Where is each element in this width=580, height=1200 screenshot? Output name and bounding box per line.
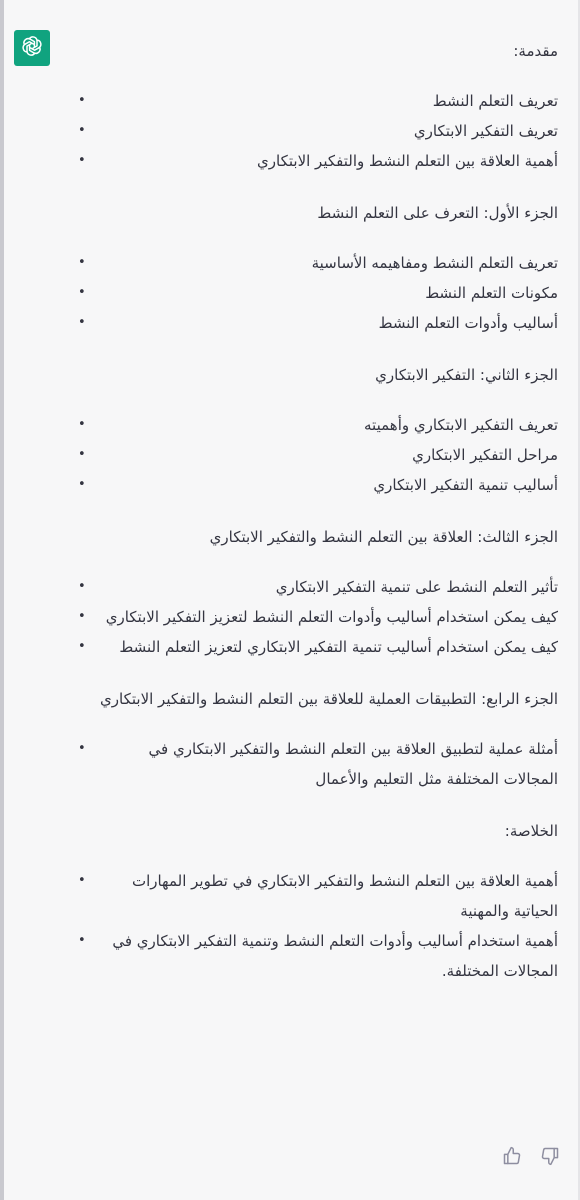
list-item: أهمية استخدام أساليب وأدوات التعلم النشط وتنمية التفكير الابتكاري في المجالات المختلفة. •	[104, 926, 558, 986]
list-item: أهمية العلاقة بين التعلم النشط والتفكير الابتكاري •	[104, 146, 558, 176]
list-item: تعريف التفكير الابتكاري •	[104, 116, 558, 146]
list-item: كيف يمكن استخدام أساليب وأدوات التعلم النشط لتعزيز التفكير الابتكاري •	[104, 602, 558, 632]
assistant-avatar	[14, 30, 50, 66]
left-border	[0, 0, 4, 1200]
section-heading-intro: مقدمة:	[513, 42, 558, 60]
list-item: تعريف التفكير الابتكاري وأهميته •	[104, 410, 558, 440]
list-item: كيف يمكن استخدام أساليب تنمية التفكير الابتكاري لتعزيز التعلم النشط •	[104, 632, 558, 662]
openai-logo-icon	[20, 34, 44, 62]
list-part3	[70, 572, 558, 662]
assistant-message	[70, 36, 558, 1008]
list-item: تعريف التعلم النشط •	[104, 86, 558, 116]
list-item: أمثلة عملية لتطبيق العلاقة بين التعلم النشط والتفكير الابتكاري في المجالات المختلفة مثل التعليم والأعمال •	[104, 734, 558, 794]
list-item: مكونات التعلم النشط •	[104, 278, 558, 308]
feedback-bar	[502, 1146, 560, 1166]
list-item: أساليب تنمية التفكير الابتكاري •	[104, 470, 558, 500]
section-heading-part4: الجزء الرابع: التطبيقات العملية للعلاقة بين التعلم النشط والتفكير الابتكاري	[100, 690, 558, 708]
thumbs-up-icon[interactable]	[502, 1146, 522, 1166]
list-conclusion	[70, 866, 558, 986]
thumbs-down-icon[interactable]	[540, 1146, 560, 1166]
section-heading-part2: الجزء الثاني: التفكير الابتكاري	[375, 366, 558, 384]
section-heading-part1: الجزء الأول: التعرف على التعلم النشط	[317, 204, 558, 222]
section-heading-conclusion: الخلاصة:	[504, 822, 558, 840]
list-part2	[70, 410, 558, 500]
list-item: أهمية العلاقة بين التعلم النشط والتفكير الابتكاري في تطوير المهارات الحياتية والمهنية •	[104, 866, 558, 926]
section-heading-part3: الجزء الثالث: العلاقة بين التعلم النشط والتفكير الابتكاري	[209, 528, 558, 546]
list-item: تعريف التعلم النشط ومفاهيمه الأساسية •	[104, 248, 558, 278]
list-item: تأثير التعلم النشط على تنمية التفكير الابتكاري •	[104, 572, 558, 602]
list-part4	[70, 734, 558, 794]
list-item: أساليب وأدوات التعلم النشط •	[104, 308, 558, 338]
list-part1	[70, 248, 558, 338]
list-intro	[70, 86, 558, 176]
list-item: مراحل التفكير الابتكاري •	[104, 440, 558, 470]
